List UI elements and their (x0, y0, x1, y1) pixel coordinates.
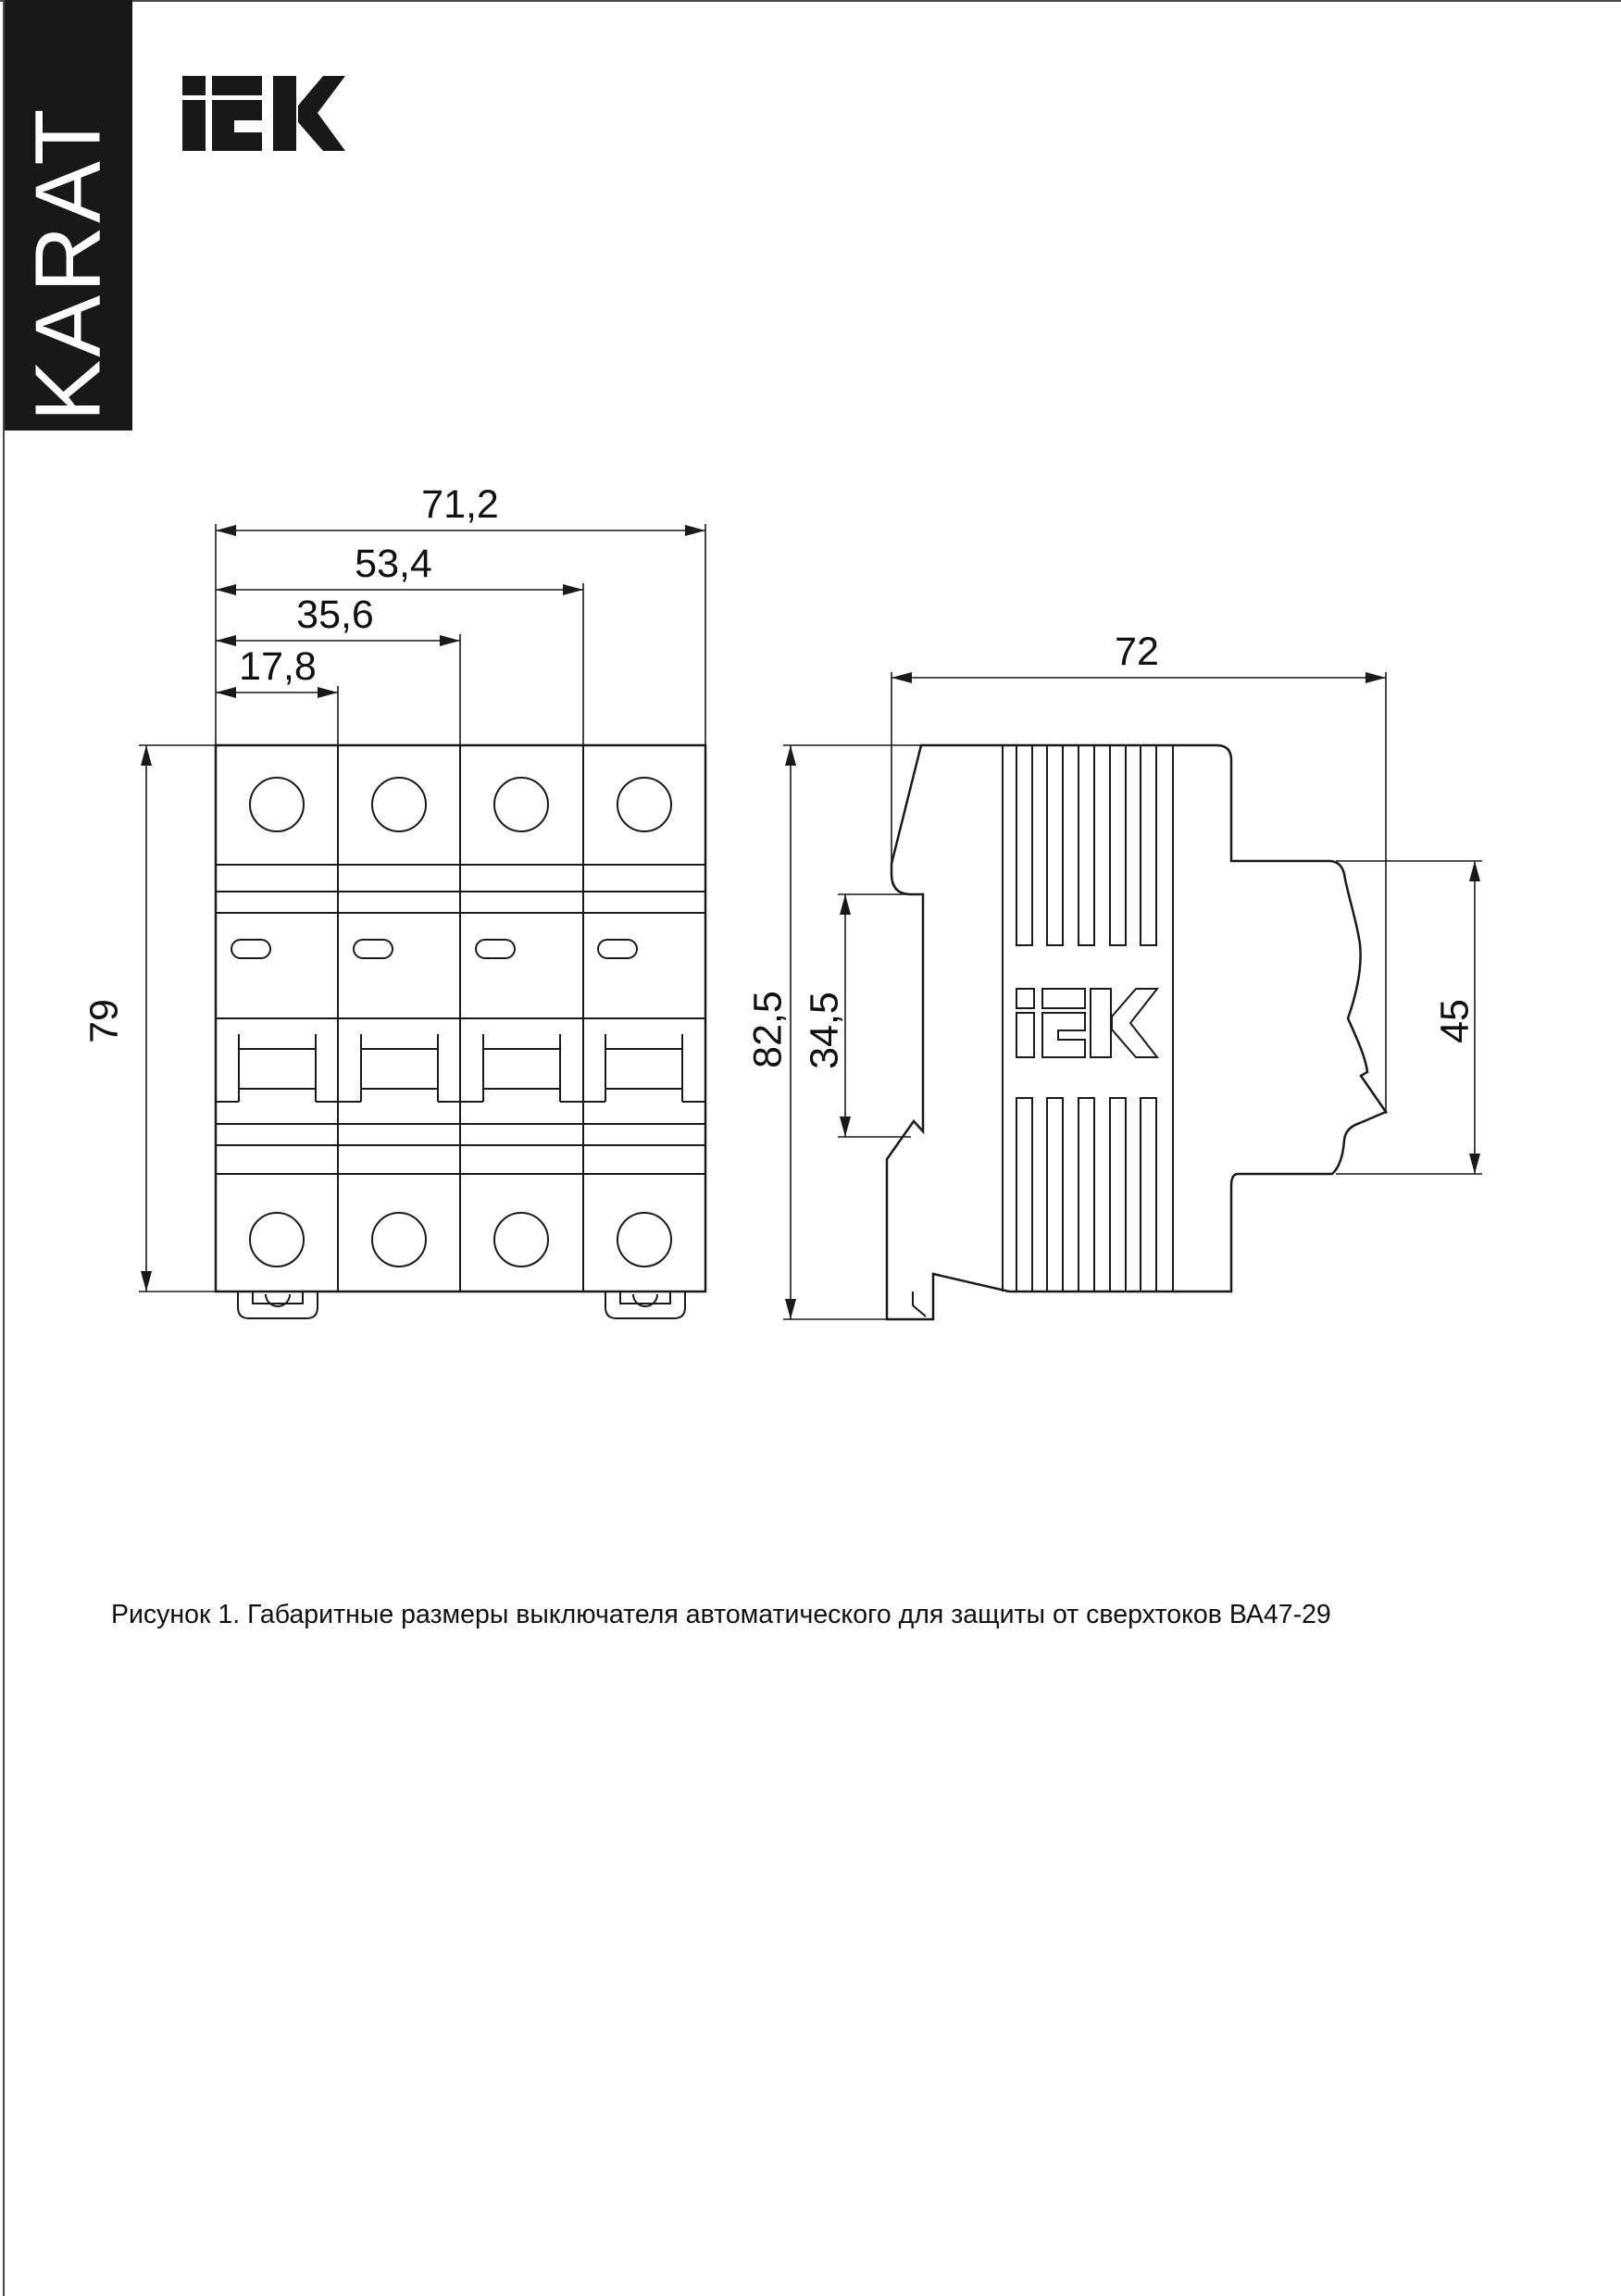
dim-label-depth: 72 (1115, 630, 1159, 674)
side-view-outline (887, 745, 1386, 1319)
dim-label-width-1pole: 17,8 (239, 644, 317, 689)
dim-label-width-3pole: 53,4 (355, 542, 432, 586)
dim-label-front-height: 79 (81, 999, 127, 1043)
front-view-details (216, 745, 705, 1318)
side-iek-logo-icon (1016, 989, 1157, 1057)
karat-banner-label: KARAT (16, 106, 120, 422)
dim-label-rail-recess: 34,5 (802, 992, 847, 1069)
figure-caption: Рисунок 1. Габаритные размеры выключателя автоматического для защиты от сверхтоков ВА47-29 (111, 1600, 1331, 1629)
dim-label-terminal-height: 45 (1432, 999, 1478, 1043)
dim-label-width-total: 71,2 (421, 482, 499, 527)
side-view-arrowheads (785, 672, 1480, 1319)
dim-label-width-2pole: 35,6 (296, 593, 374, 637)
dim-label-side-height-total: 82,5 (745, 991, 791, 1068)
